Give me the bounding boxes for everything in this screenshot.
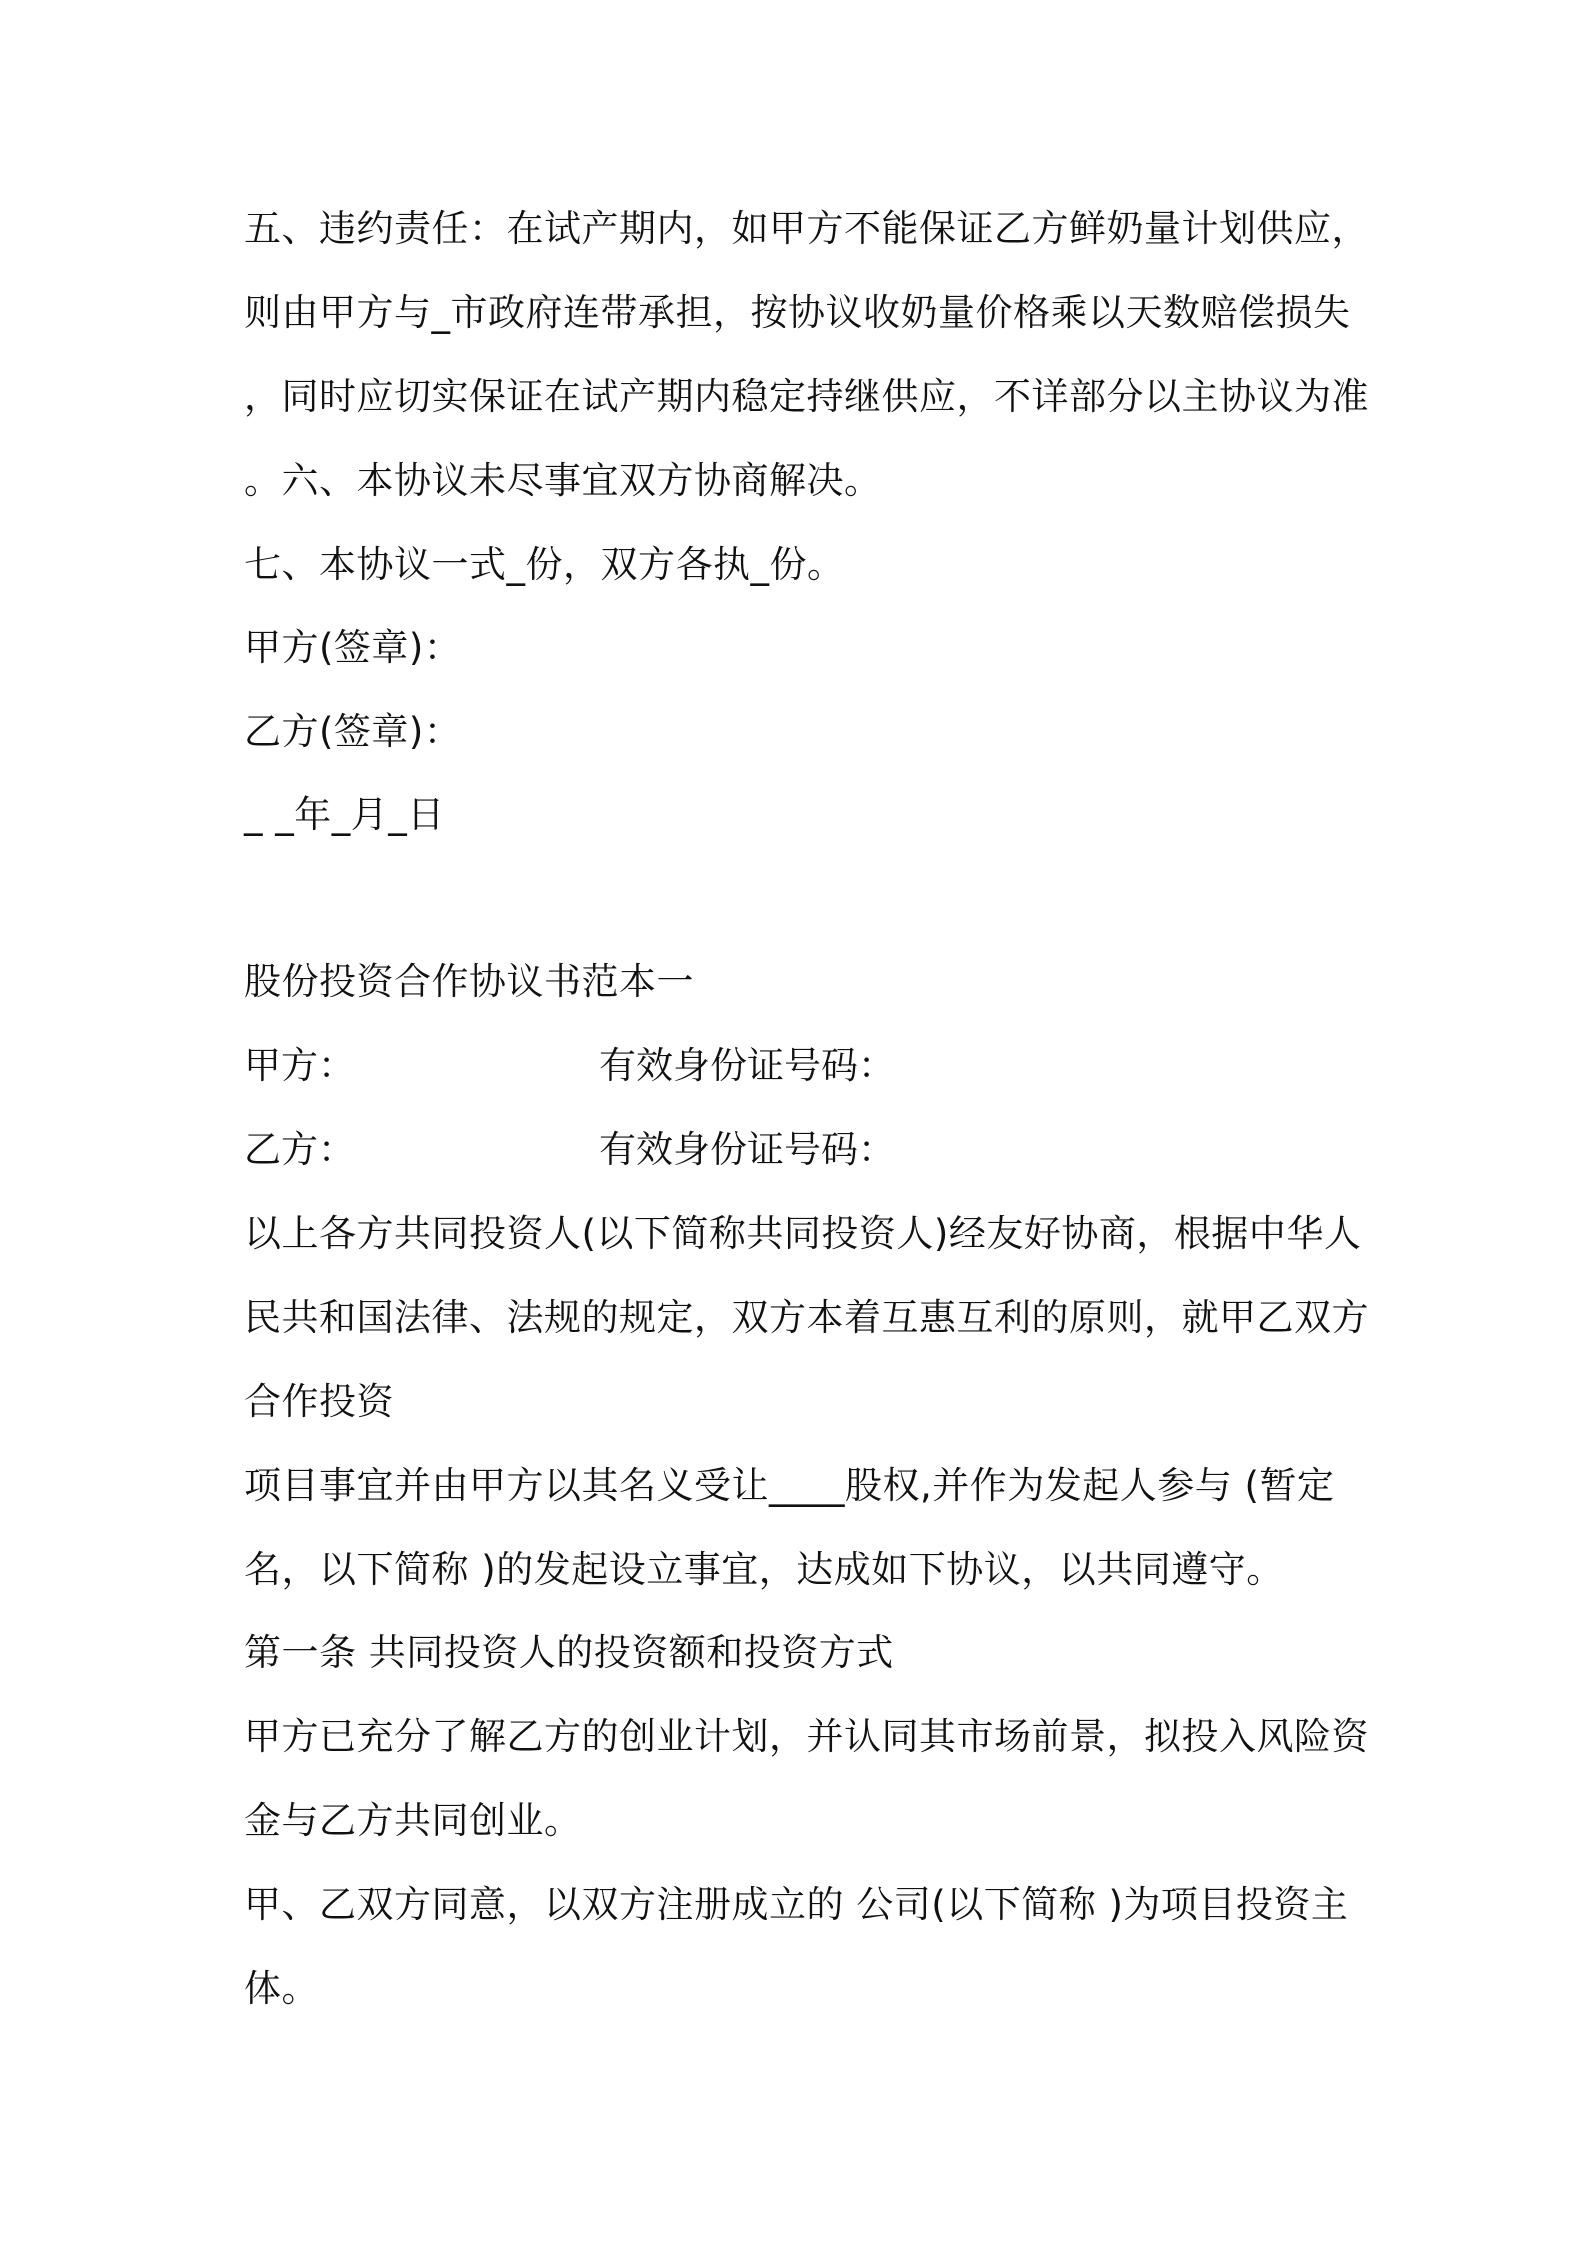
article-1-para-1-line-1: 甲方已充分了解乙方的创业计划，并认同其市场前景，拟投入风险资 xyxy=(244,1715,1369,1758)
article-1-para-2-line-2: 体。 xyxy=(244,1967,319,2010)
party-a-signature: 甲方(签章)： xyxy=(244,626,462,669)
intro-line-1: 以上各方共同投资人(以下简称共同投资人)经友好协商，根据中华人 xyxy=(244,1212,1362,1255)
clause-7: 七、本协议一式_份，双方各执_份。 xyxy=(244,543,845,586)
clause-5-line-4: 。六、本协议未尽事宜双方协商解决。 xyxy=(244,459,882,502)
party-b-id-label: 有效身份证号码： xyxy=(599,1128,895,1171)
clause-5-line-3: ，同时应切实保证在试产期内稳定持继供应，不详部分以主协议为准 xyxy=(244,375,1369,418)
article-1-para-1-line-2: 金与乙方共同创业。 xyxy=(244,1799,582,1842)
agreement-title: 股份投资合作协议书范本一 xyxy=(244,960,694,1003)
article-1-title: 第一条 共同投资人的投资额和投资方式 xyxy=(244,1631,894,1674)
party-b-signature: 乙方(签章)： xyxy=(244,710,462,753)
article-1-para-2-line-1: 甲、乙双方同意，以双方注册成立的 公司(以下简称 )为项目投资主 xyxy=(244,1883,1349,1926)
project-line-2: 名，以下简称 )的发起设立事宜，达成如下协议，以共同遵守。 xyxy=(244,1548,1284,1591)
party-b-row xyxy=(244,1126,895,1174)
party-a-row xyxy=(244,1042,895,1090)
project-line-1: 项目事宜并由甲方以其名义受让____股权,并作为发起人参与 (暂定 xyxy=(244,1464,1335,1507)
clause-5-line-2: 则由甲方与_市政府连带承担，按协议收奶量价格乘以天数赔偿损失 xyxy=(244,291,1351,334)
intro-line-3: 合作投资 xyxy=(244,1380,394,1423)
clause-5-line-1: 五、违约责任：在试产期内，如甲方不能保证乙方鲜奶量计划供应， xyxy=(244,207,1369,250)
party-a-label: 甲方： xyxy=(244,1044,355,1087)
intro-line-2: 民共和国法律、法规的规定，双方本着互惠互利的原则，就甲乙双方 xyxy=(244,1296,1369,1339)
party-a-id-label: 有效身份证号码： xyxy=(599,1044,895,1087)
signature-date: _ _年_月_日 xyxy=(244,793,445,836)
party-b-label: 乙方： xyxy=(244,1128,355,1171)
